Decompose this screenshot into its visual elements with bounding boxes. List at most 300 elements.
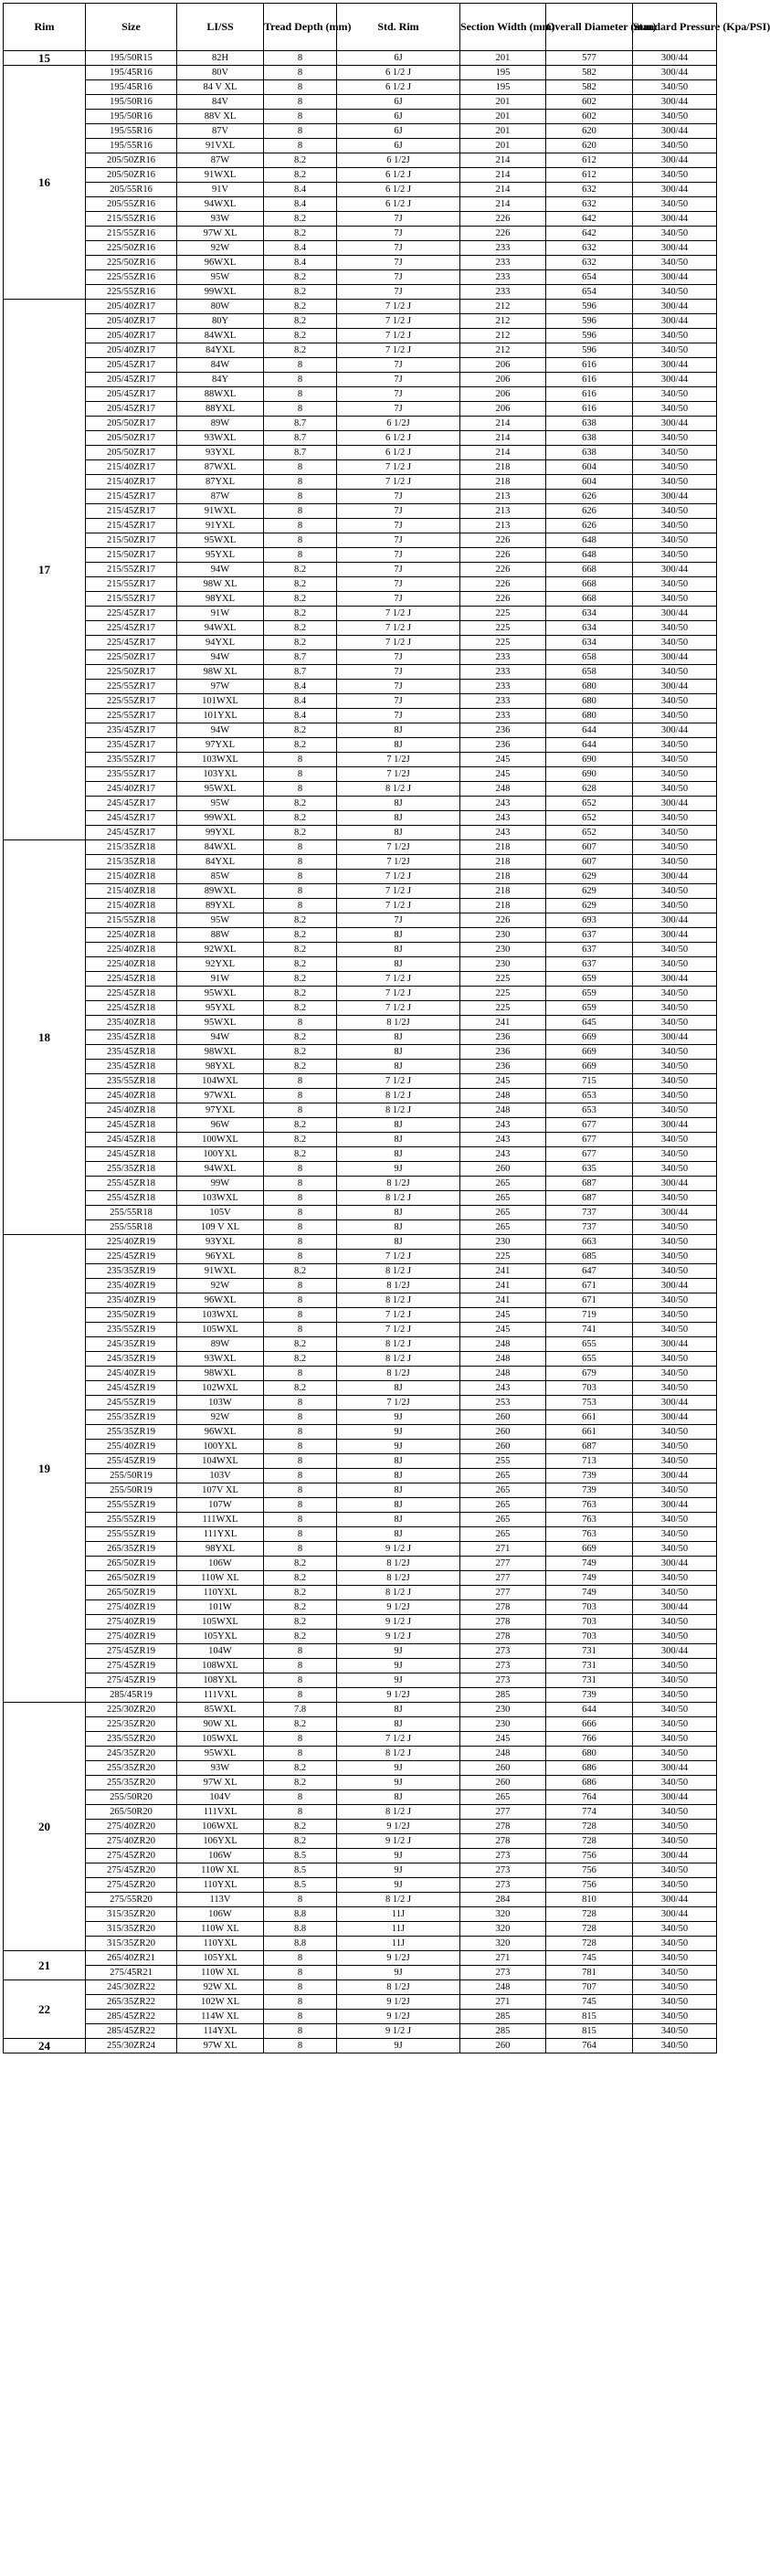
table-row — [4, 1878, 717, 1893]
tread-depth-cell: 8 — [264, 1191, 337, 1206]
overall-diameter-cell: 632 — [546, 183, 633, 197]
li-ss-cell: 94W — [177, 1030, 264, 1045]
tread-depth-cell: 8 — [264, 782, 337, 797]
li-ss-cell: 111VXL — [177, 1688, 264, 1703]
size-cell: 245/35ZR20 — [86, 1747, 177, 1761]
size-cell: 225/45ZR18 — [86, 1001, 177, 1016]
overall-diameter-cell: 582 — [546, 80, 633, 95]
tread-depth-cell: 8 — [264, 1542, 337, 1557]
li-ss-cell: 95YXL — [177, 1001, 264, 1016]
size-cell: 265/35ZR19 — [86, 1542, 177, 1557]
li-ss-cell: 99WXL — [177, 811, 264, 826]
size-cell: 255/45ZR18 — [86, 1191, 177, 1206]
li-ss-cell: 106W — [177, 1907, 264, 1922]
standard-pressure-cell: 300/44 — [633, 1790, 717, 1805]
table-row — [4, 1761, 717, 1776]
standard-pressure-cell: 340/50 — [633, 1966, 717, 1980]
rim-size-cell: 19 — [4, 1235, 86, 1703]
li-ss-cell: 85WXL — [177, 1703, 264, 1717]
tread-depth-cell: 8.2 — [264, 227, 337, 241]
size-cell: 215/45ZR17 — [86, 504, 177, 519]
section-width-cell: 255 — [460, 1454, 546, 1469]
tread-depth-cell: 8 — [264, 1293, 337, 1308]
overall-diameter-cell: 652 — [546, 826, 633, 840]
section-width-cell: 271 — [460, 1995, 546, 2010]
std-rim-cell: 8J — [337, 723, 460, 738]
li-ss-cell: 95W — [177, 797, 264, 811]
table-row — [4, 1513, 717, 1527]
table-row — [4, 402, 717, 417]
li-ss-cell: 105WXL — [177, 1732, 264, 1747]
size-cell: 205/40ZR17 — [86, 300, 177, 314]
std-rim-cell: 7 1/2J — [337, 753, 460, 767]
size-cell: 255/35ZR20 — [86, 1776, 177, 1790]
overall-diameter-cell: 685 — [546, 1250, 633, 1264]
standard-pressure-cell: 340/50 — [633, 1440, 717, 1454]
size-cell: 225/55ZR17 — [86, 709, 177, 723]
size-cell: 255/35ZR18 — [86, 1162, 177, 1177]
overall-diameter-cell: 652 — [546, 811, 633, 826]
tread-depth-cell: 8 — [264, 80, 337, 95]
standard-pressure-cell: 340/50 — [633, 592, 717, 607]
size-cell: 265/50R20 — [86, 1805, 177, 1820]
li-ss-cell: 95WXL — [177, 533, 264, 548]
overall-diameter-cell: 577 — [546, 51, 633, 66]
overall-diameter-cell: 634 — [546, 607, 633, 621]
table-row — [4, 1483, 717, 1498]
header-std-rim: Std. Rim — [337, 4, 460, 51]
li-ss-cell: 98YXL — [177, 592, 264, 607]
section-width-cell: 233 — [460, 270, 546, 285]
table-row — [4, 1747, 717, 1761]
standard-pressure-cell: 340/50 — [633, 899, 717, 913]
size-cell: 205/50ZR16 — [86, 153, 177, 168]
section-width-cell: 285 — [460, 2024, 546, 2039]
section-width-cell: 225 — [460, 621, 546, 636]
overall-diameter-cell: 671 — [546, 1279, 633, 1293]
standard-pressure-cell: 340/50 — [633, 621, 717, 636]
table-row — [4, 168, 717, 183]
size-cell: 205/45ZR17 — [86, 387, 177, 402]
overall-diameter-cell: 658 — [546, 650, 633, 665]
overall-diameter-cell: 637 — [546, 928, 633, 943]
std-rim-cell: 7J — [337, 913, 460, 928]
std-rim-cell: 8J — [337, 1703, 460, 1717]
std-rim-cell: 7J — [337, 241, 460, 256]
size-cell: 215/35ZR18 — [86, 855, 177, 870]
standard-pressure-cell: 340/50 — [633, 1074, 717, 1089]
li-ss-cell: 93WXL — [177, 1352, 264, 1367]
standard-pressure-cell: 340/50 — [633, 1527, 717, 1542]
std-rim-cell: 8J — [337, 943, 460, 957]
section-width-cell: 233 — [460, 241, 546, 256]
tread-depth-cell: 8.2 — [264, 1571, 337, 1586]
table-row — [4, 1790, 717, 1805]
table-row — [4, 826, 717, 840]
overall-diameter-cell: 616 — [546, 358, 633, 373]
section-width-cell: 265 — [460, 1513, 546, 1527]
tread-depth-cell: 8.2 — [264, 972, 337, 987]
tread-depth-cell: 8.2 — [264, 928, 337, 943]
standard-pressure-cell: 340/50 — [633, 826, 717, 840]
standard-pressure-cell: 340/50 — [633, 709, 717, 723]
std-rim-cell: 8 1/2 J — [337, 1893, 460, 1907]
section-width-cell: 212 — [460, 343, 546, 358]
section-width-cell: 225 — [460, 636, 546, 650]
std-rim-cell: 7J — [337, 680, 460, 694]
std-rim-cell: 9 1/2J — [337, 1688, 460, 1703]
section-width-cell: 214 — [460, 446, 546, 460]
table-row — [4, 1937, 717, 1951]
std-rim-cell: 9J — [337, 1410, 460, 1425]
li-ss-cell: 98YXL — [177, 1542, 264, 1557]
std-rim-cell: 8 1/2 J — [337, 1089, 460, 1103]
tread-depth-cell: 8 — [264, 1688, 337, 1703]
tread-depth-cell: 8.2 — [264, 1060, 337, 1074]
size-cell: 215/40ZR18 — [86, 870, 177, 884]
std-rim-cell: 7 1/2 J — [337, 343, 460, 358]
li-ss-cell: 97YXL — [177, 738, 264, 753]
overall-diameter-cell: 668 — [546, 577, 633, 592]
size-cell: 215/40ZR18 — [86, 899, 177, 913]
li-ss-cell: 91VXL — [177, 139, 264, 153]
standard-pressure-cell: 340/50 — [633, 1878, 717, 1893]
overall-diameter-cell: 763 — [546, 1513, 633, 1527]
table-row — [4, 2010, 717, 2024]
section-width-cell: 214 — [460, 183, 546, 197]
size-cell: 265/50ZR19 — [86, 1571, 177, 1586]
size-cell: 285/45ZR22 — [86, 2024, 177, 2039]
tread-depth-cell: 8 — [264, 66, 337, 80]
li-ss-cell: 91WXL — [177, 1264, 264, 1279]
tread-depth-cell: 8.2 — [264, 563, 337, 577]
table-row — [4, 460, 717, 475]
section-width-cell: 245 — [460, 1732, 546, 1747]
table-row — [4, 1688, 717, 1703]
size-cell: 195/55R16 — [86, 139, 177, 153]
overall-diameter-cell: 703 — [546, 1600, 633, 1615]
std-rim-cell: 9J — [337, 1776, 460, 1790]
table-row — [4, 1454, 717, 1469]
size-cell: 215/55ZR16 — [86, 227, 177, 241]
table-row — [4, 1849, 717, 1863]
size-cell: 275/40ZR19 — [86, 1615, 177, 1630]
size-cell: 245/55ZR19 — [86, 1396, 177, 1410]
table-row — [4, 1600, 717, 1615]
table-row — [4, 1469, 717, 1483]
table-row — [4, 1074, 717, 1089]
section-width-cell: 226 — [460, 577, 546, 592]
table-row — [4, 738, 717, 753]
section-width-cell: 226 — [460, 592, 546, 607]
li-ss-cell: 85W — [177, 870, 264, 884]
section-width-cell: 260 — [460, 1440, 546, 1454]
size-cell: 245/35ZR19 — [86, 1337, 177, 1352]
section-width-cell: 214 — [460, 431, 546, 446]
li-ss-cell: 113V — [177, 1893, 264, 1907]
size-cell: 265/40ZR21 — [86, 1951, 177, 1966]
standard-pressure-cell: 340/50 — [633, 533, 717, 548]
table-row — [4, 1615, 717, 1630]
std-rim-cell: 8J — [337, 1483, 460, 1498]
overall-diameter-cell: 658 — [546, 665, 633, 680]
standard-pressure-cell: 300/44 — [633, 1644, 717, 1659]
std-rim-cell: 6 1/2 J — [337, 168, 460, 183]
size-cell: 275/40ZR20 — [86, 1820, 177, 1834]
table-row — [4, 1293, 717, 1308]
standard-pressure-cell: 340/50 — [633, 256, 717, 270]
tread-depth-cell: 8.2 — [264, 285, 337, 300]
table-row — [4, 913, 717, 928]
size-cell: 255/50R19 — [86, 1483, 177, 1498]
tread-depth-cell: 8 — [264, 519, 337, 533]
standard-pressure-cell: 340/50 — [633, 1454, 717, 1469]
li-ss-cell: 106WXL — [177, 1820, 264, 1834]
std-rim-cell: 7J — [337, 694, 460, 709]
standard-pressure-cell: 300/44 — [633, 358, 717, 373]
standard-pressure-cell: 300/44 — [633, 124, 717, 139]
tread-depth-cell: 8 — [264, 1644, 337, 1659]
tread-depth-cell: 8.2 — [264, 723, 337, 738]
section-width-cell: 241 — [460, 1293, 546, 1308]
std-rim-cell: 6 1/2 J — [337, 197, 460, 212]
section-width-cell: 248 — [460, 1352, 546, 1367]
li-ss-cell: 106W — [177, 1557, 264, 1571]
tread-depth-cell: 8.7 — [264, 431, 337, 446]
standard-pressure-cell: 300/44 — [633, 300, 717, 314]
section-width-cell: 233 — [460, 285, 546, 300]
size-cell: 225/35ZR20 — [86, 1717, 177, 1732]
section-width-cell: 265 — [460, 1483, 546, 1498]
table-row — [4, 1425, 717, 1440]
section-width-cell: 278 — [460, 1630, 546, 1644]
overall-diameter-cell: 638 — [546, 446, 633, 460]
overall-diameter-cell: 616 — [546, 402, 633, 417]
section-width-cell: 226 — [460, 533, 546, 548]
std-rim-cell: 8J — [337, 1147, 460, 1162]
standard-pressure-cell: 340/50 — [633, 1293, 717, 1308]
overall-diameter-cell: 648 — [546, 533, 633, 548]
std-rim-cell: 8J — [337, 811, 460, 826]
tread-depth-cell: 8.5 — [264, 1878, 337, 1893]
size-cell: 245/45ZR18 — [86, 1133, 177, 1147]
standard-pressure-cell: 340/50 — [633, 1001, 717, 1016]
section-width-cell: 213 — [460, 490, 546, 504]
overall-diameter-cell: 616 — [546, 387, 633, 402]
standard-pressure-cell: 340/50 — [633, 957, 717, 972]
overall-diameter-cell: 668 — [546, 563, 633, 577]
table-row — [4, 1922, 717, 1937]
section-width-cell: 233 — [460, 256, 546, 270]
size-cell: 235/40ZR19 — [86, 1293, 177, 1308]
li-ss-cell: 84Y — [177, 373, 264, 387]
table-row — [4, 1630, 717, 1644]
size-cell: 255/50R19 — [86, 1469, 177, 1483]
section-width-cell: 226 — [460, 913, 546, 928]
li-ss-cell: 97W XL — [177, 2039, 264, 2053]
standard-pressure-cell: 340/50 — [633, 1805, 717, 1820]
standard-pressure-cell: 340/50 — [633, 1542, 717, 1557]
table-row — [4, 110, 717, 124]
li-ss-cell: 94W — [177, 563, 264, 577]
table-row — [4, 767, 717, 782]
li-ss-cell: 91WXL — [177, 504, 264, 519]
size-cell: 225/45ZR17 — [86, 607, 177, 621]
table-row — [4, 431, 717, 446]
rim-size-cell: 21 — [4, 1951, 86, 1980]
std-rim-cell: 8J — [337, 1381, 460, 1396]
li-ss-cell: 97YXL — [177, 1103, 264, 1118]
tread-depth-cell: 8 — [264, 1308, 337, 1323]
section-width-cell: 273 — [460, 1878, 546, 1893]
std-rim-cell: 7 1/2 J — [337, 314, 460, 329]
li-ss-cell: 99WXL — [177, 285, 264, 300]
tread-depth-cell: 8.2 — [264, 1001, 337, 1016]
tread-depth-cell: 8 — [264, 358, 337, 373]
li-ss-cell: 84WXL — [177, 840, 264, 855]
li-ss-cell: 95W — [177, 913, 264, 928]
overall-diameter-cell: 596 — [546, 314, 633, 329]
size-cell: 215/45ZR17 — [86, 519, 177, 533]
li-ss-cell: 82H — [177, 51, 264, 66]
section-width-cell: 236 — [460, 723, 546, 738]
tread-depth-cell: 8 — [264, 767, 337, 782]
overall-diameter-cell: 739 — [546, 1688, 633, 1703]
header-tread-depth: Tread Depth (mm) — [264, 4, 337, 51]
table-row — [4, 1396, 717, 1410]
li-ss-cell: 95YXL — [177, 548, 264, 563]
standard-pressure-cell: 340/50 — [633, 1820, 717, 1834]
standard-pressure-cell: 340/50 — [633, 1381, 717, 1396]
std-rim-cell: 8 1/2J — [337, 1557, 460, 1571]
overall-diameter-cell: 607 — [546, 855, 633, 870]
standard-pressure-cell: 340/50 — [633, 1717, 717, 1732]
tread-depth-cell: 8.2 — [264, 1761, 337, 1776]
table-row — [4, 1323, 717, 1337]
std-rim-cell: 7 1/2 J — [337, 972, 460, 987]
overall-diameter-cell: 728 — [546, 1907, 633, 1922]
overall-diameter-cell: 707 — [546, 1980, 633, 1995]
tread-depth-cell: 8 — [264, 1206, 337, 1220]
section-width-cell: 218 — [460, 855, 546, 870]
tread-depth-cell: 8 — [264, 504, 337, 519]
tread-depth-cell: 8 — [264, 1805, 337, 1820]
tread-depth-cell: 8 — [264, 1893, 337, 1907]
standard-pressure-cell: 340/50 — [633, 1133, 717, 1147]
overall-diameter-cell: 666 — [546, 1717, 633, 1732]
tread-depth-cell: 8.2 — [264, 1352, 337, 1367]
std-rim-cell: 8J — [337, 1030, 460, 1045]
tread-depth-cell: 8.2 — [264, 1630, 337, 1644]
li-ss-cell: 98YXL — [177, 1060, 264, 1074]
section-width-cell: 273 — [460, 1966, 546, 1980]
tread-depth-cell: 8.2 — [264, 300, 337, 314]
li-ss-cell: 88YXL — [177, 402, 264, 417]
li-ss-cell: 104V — [177, 1790, 264, 1805]
table-row — [4, 1030, 717, 1045]
overall-diameter-cell: 731 — [546, 1673, 633, 1688]
table-row — [4, 329, 717, 343]
li-ss-cell: 91YXL — [177, 519, 264, 533]
standard-pressure-cell: 340/50 — [633, 1264, 717, 1279]
std-rim-cell: 9J — [337, 1440, 460, 1454]
section-width-cell: 233 — [460, 680, 546, 694]
table-row — [4, 314, 717, 329]
table-row — [4, 1542, 717, 1557]
section-width-cell: 273 — [460, 1673, 546, 1688]
tread-depth-cell: 8.2 — [264, 943, 337, 957]
size-cell: 225/45ZR18 — [86, 972, 177, 987]
overall-diameter-cell: 756 — [546, 1863, 633, 1878]
rim-size-cell: 16 — [4, 66, 86, 300]
size-cell: 215/55ZR17 — [86, 592, 177, 607]
standard-pressure-cell: 300/44 — [633, 51, 717, 66]
li-ss-cell: 91V — [177, 183, 264, 197]
tread-depth-cell: 8.2 — [264, 607, 337, 621]
section-width-cell: 230 — [460, 1235, 546, 1250]
li-ss-cell: 92WXL — [177, 943, 264, 957]
tread-depth-cell: 8 — [264, 1425, 337, 1440]
tread-depth-cell: 8.4 — [264, 241, 337, 256]
overall-diameter-cell: 749 — [546, 1586, 633, 1600]
rim-size-cell: 24 — [4, 2039, 86, 2053]
std-rim-cell: 7J — [337, 519, 460, 533]
overall-diameter-cell: 739 — [546, 1483, 633, 1498]
tire-spec-table — [3, 3, 770, 2053]
tread-depth-cell: 8 — [264, 870, 337, 884]
size-cell: 225/45ZR18 — [86, 987, 177, 1001]
size-cell: 215/50ZR17 — [86, 548, 177, 563]
tread-depth-cell: 8.7 — [264, 650, 337, 665]
section-width-cell: 214 — [460, 168, 546, 183]
table-row — [4, 153, 717, 168]
tread-depth-cell: 8 — [264, 753, 337, 767]
li-ss-cell: 93W — [177, 1761, 264, 1776]
std-rim-cell: 11J — [337, 1907, 460, 1922]
size-cell: 285/45R19 — [86, 1688, 177, 1703]
tread-depth-cell: 8 — [264, 1279, 337, 1293]
li-ss-cell: 100YXL — [177, 1147, 264, 1162]
overall-diameter-cell: 677 — [546, 1118, 633, 1133]
li-ss-cell: 89W — [177, 1337, 264, 1352]
size-cell: 225/50ZR17 — [86, 665, 177, 680]
table-row — [4, 577, 717, 592]
section-width-cell: 236 — [460, 1045, 546, 1060]
tread-depth-cell: 8.2 — [264, 738, 337, 753]
table-row — [4, 782, 717, 797]
table-row — [4, 1220, 717, 1235]
tread-depth-cell: 8 — [264, 1732, 337, 1747]
li-ss-cell: 93WXL — [177, 431, 264, 446]
tread-depth-cell: 8.8 — [264, 1937, 337, 1951]
size-cell: 235/55ZR19 — [86, 1323, 177, 1337]
std-rim-cell: 8 1/2 J — [337, 1264, 460, 1279]
li-ss-cell: 98WXL — [177, 1367, 264, 1381]
li-ss-cell: 87YXL — [177, 475, 264, 490]
li-ss-cell: 84V — [177, 95, 264, 110]
standard-pressure-cell: 340/50 — [633, 782, 717, 797]
standard-pressure-cell: 300/44 — [633, 183, 717, 197]
table-row — [4, 957, 717, 972]
li-ss-cell: 105V — [177, 1206, 264, 1220]
tread-depth-cell: 8.2 — [264, 957, 337, 972]
tread-depth-cell: 8.2 — [264, 811, 337, 826]
std-rim-cell: 7J — [337, 387, 460, 402]
size-cell: 225/50ZR17 — [86, 650, 177, 665]
standard-pressure-cell: 300/44 — [633, 153, 717, 168]
table-row — [4, 1147, 717, 1162]
overall-diameter-cell: 764 — [546, 1790, 633, 1805]
